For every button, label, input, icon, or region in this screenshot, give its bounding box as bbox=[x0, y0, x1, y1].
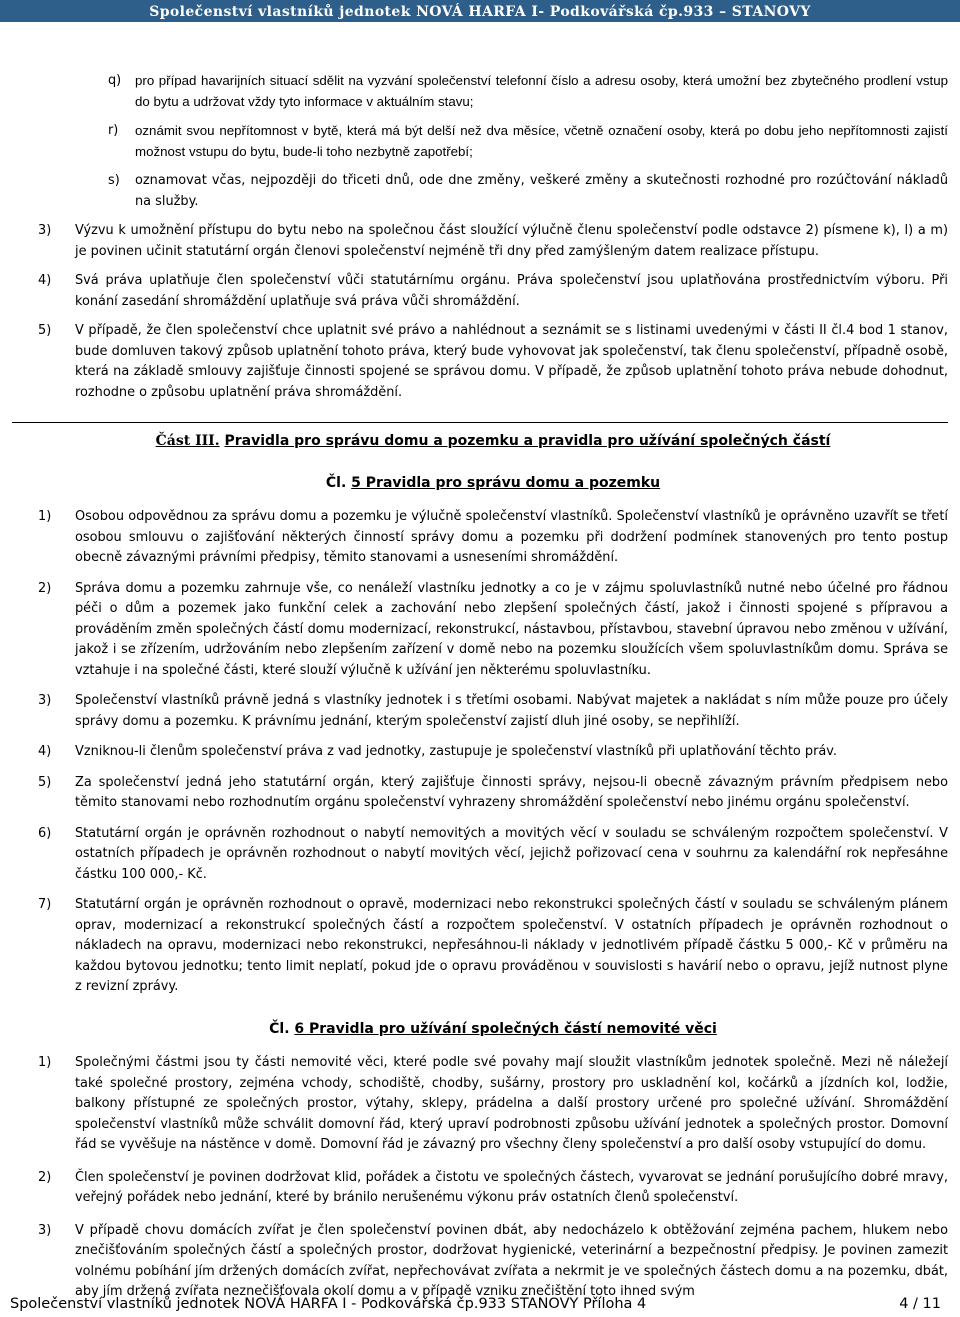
item-text: Vzniknou-li členům společenství práva z vad jednotky, zastupuje je společenství vlastníků při uplatňování těchto práv. bbox=[75, 744, 837, 759]
footer-text: Společenství vlastníků jednotek NOVÁ HARFA I - Podkovářská čp.933 STANOVY Příloha 4 bbox=[10, 1296, 647, 1312]
sec5-item-3 bbox=[38, 691, 948, 732]
item-text: pro případ havarijních situací sdělit na vyzvání společenství telefonní číslo a adresu osoby, která umožní bez zbytečného prodlení vstup do bytu a udržovat vždy tyto informace v aktuálním stavu; bbox=[135, 73, 948, 109]
item-label: q) bbox=[108, 73, 122, 88]
sec6-item-2 bbox=[38, 1168, 948, 1209]
page-header: Společenství vlastníků jednotek NOVÁ HARFA I- Podkovářská čp.933 – STANOVY bbox=[0, 0, 960, 22]
document-body bbox=[38, 71, 948, 1303]
item-label: 1) bbox=[38, 509, 52, 524]
item-text: Statutární orgán je oprávněn rozhodnout o opravě, modernizaci nebo rekonstrukci společných částí v souladu se schváleným plánem oprav, modernizací a rekonstrukcí společných částí a rozpočtem společenství. V ostatních případech je oprávněn rozhodnout o nákladech na opravu, modernizaci nebo rekonstrukci, nepřesáhnou-li náklady v jednotlivém případě částku 5 000,- Kč v průměru na každou bytovou jednotku; tento limit neplatí, pokud jde o opravu prováděnou v souvislosti s havárií nebo o opravu, jejíž nutnost plyne z revizní zprávy. bbox=[75, 897, 948, 994]
item-text: oznamovat včas, nejpozději do třiceti dnů, ode dne změny, veškeré změny a skutečnosti rozhodné pro rozúčtování nákladů na služby. bbox=[135, 173, 948, 209]
item-text: V případě chovu domácích zvířat je člen společenství povinen dbát, aby nedocházelo k obtěžování zejména pachem, hlukem nebo znečišťováním společných částí a společných prostor, dodržovat hygienické, veterinární a bezpečnostní předpisy. Je povinen zamezit volnému pobíhání jím držených domácích zvířat, nepřechovávat zvířata a nekrmit je ve společných částech domu a na pozemku, dbát, aby jím držená zvířata neznečišťovala okolí domu a v případě vzniku znečištění toto ihned svým bbox=[75, 1222, 948, 1299]
page-footer bbox=[10, 1296, 941, 1312]
section-divider bbox=[12, 422, 948, 423]
item-text: Člen společenství je povinen dodržovat klid, pořádek a čistotu ve společných částech, vyvarovat se jednání porušujícího dobré mravy, veřejný pořádek nebo jednání, které by bránilo nerušenému výkonu práv ostatních členů společenství. bbox=[75, 1169, 948, 1205]
item-label: 5) bbox=[38, 323, 52, 338]
item-label: s) bbox=[108, 173, 120, 188]
list-item-s bbox=[38, 171, 948, 212]
sec5-item-2 bbox=[38, 579, 948, 682]
item-label: 3) bbox=[38, 693, 52, 708]
paragraph-4 bbox=[38, 271, 948, 312]
item-label: 6) bbox=[38, 825, 52, 841]
item-text: Správa domu a pozemku zahrnuje vše, co nenáleží vlastníku jednotky a co je v zájmu spoluvlastníků nutné nebo účelné pro řádnou péči o dům a pozemek jako funkční celek a zachování nebo zlepšení společných částí, jakož i činnosti spojené s přípravou a prováděním změn společných částí domu modernizací, rekonstrukcí, nástavbou, přístavbou, stavební úpravou nebo změnou v užívání, jakož i se zřízením, udržováním nebo zlepšením zařízení v domě nebo na pozemku sloužících všem spoluvlastníkům domu. Správa se vztahuje i na společné části, které slouží výlučně k užívání jen některému spoluvlastníku. bbox=[75, 580, 948, 678]
sec6-item-1 bbox=[38, 1053, 948, 1156]
sec6-item-3 bbox=[38, 1221, 948, 1303]
item-label: 5) bbox=[38, 774, 52, 790]
item-label: 3) bbox=[38, 1222, 52, 1238]
item-text: Výzvu k umožnění přístupu do bytu nebo na společnou část sloužící výlučně členu společenství podle odstavce 2) písmene k), l) a m) je povinen učinit statutární orgán členovi společenství nejméně tři dny před zamýšleným datem realizace přístupu. bbox=[75, 223, 948, 259]
item-label: 4) bbox=[38, 744, 52, 759]
part-heading bbox=[38, 431, 948, 452]
item-text: oznámit svou nepřítomnost v bytě, která má být delší než dva měsíce, včetně označení osoby, která po dobu jeho nepřítomnosti zajistí možnost vstupu do bytu, bude-li toho nezbytně zapotřebí; bbox=[135, 123, 948, 159]
sec5-item-4 bbox=[38, 742, 948, 763]
sec5-item-1 bbox=[38, 507, 948, 569]
section-5-heading bbox=[38, 473, 948, 494]
item-label: 7) bbox=[38, 897, 52, 912]
list-item-q bbox=[38, 71, 948, 112]
section-label: Čl. bbox=[269, 1020, 290, 1037]
item-text: Statutární orgán je oprávněn rozhodnout o nabytí nemovitých a movitých věcí v souladu se schváleným rozpočtem společenství. V ostatních případech je oprávněn rozhodnout o nabytí movitých věcí, jejichž pořizovací cena v souhrnu za kalendářní rok nepřesáhne částku 100 000,- Kč. bbox=[75, 825, 948, 882]
section-label: Čl. bbox=[325, 474, 347, 491]
section-title: 6 Pravidla pro užívání společných částí nemovité věci bbox=[294, 1020, 717, 1037]
sec5-item-7 bbox=[38, 895, 948, 998]
page-number: 4 / 11 bbox=[899, 1296, 941, 1312]
paragraph-5 bbox=[38, 321, 948, 403]
sec5-item-6 bbox=[38, 824, 948, 886]
item-text: Osobou odpovědnou za správu domu a pozemku je výlučně společenství vlastníků. Společenství vlastníků je oprávněno uzavřít se třetí osobou smlouvu o zajišťování některých činností správy domu a pozemku při dodržení podmínek stanovených pro tento postup obecně závaznými právními předpisy, těmito stanovami a usneseními shromáždění. bbox=[75, 509, 948, 565]
item-label: 2) bbox=[38, 1169, 52, 1185]
item-label: 4) bbox=[38, 273, 52, 288]
item-label: r) bbox=[108, 123, 119, 138]
part-label: Část III. bbox=[155, 433, 220, 449]
list-item-r bbox=[38, 121, 948, 162]
item-text: Společnými částmi jsou ty části nemovité věci, které podle své povahy mají sloužit vlastníkům jednotek společně. Mezi ně náležejí také společné prostory, zejména vchody, schodiště, chodby, sušárny, prostory pro uskladnění kol, kočárků a jízdních kol, lodžie, balkony přístupné ze společných prostor, výtahy, sklepy, prádelna a další prostory určené pro společné užívání. Shromáždění společenství vlastníků může schválit domovní řád, který upraví podrobnosti způsobu užívání jednotek a společných prostor. Domovní řád se vyvěšuje na nástěnce v domě. Domovní řád je závazný pro všechny členy společenství a pro další osoby vstupující do domu. bbox=[75, 1055, 948, 1152]
item-label: 3) bbox=[38, 223, 52, 238]
section-6-heading bbox=[38, 1019, 948, 1040]
item-text: Za společenství jedná jeho statutární orgán, který zajišťuje činnosti správy, nejsou-li obecně závazným právním předpisem nebo těmito stanovami nebo rozhodnutím orgánu společenství vyhrazeny shromáždění společenství nebo jinému orgánu společenství. bbox=[75, 774, 948, 810]
paragraph-3 bbox=[38, 221, 948, 262]
item-text: Společenství vlastníků právně jedná s vlastníky jednotek i s třetími osobami. Nabývat majetek a nakládat s ním může pouze pro účely správy domu a pozemku. K právnímu jednání, kterým společenství zajistí dluh jiné osoby, se nepřihlíží. bbox=[75, 693, 948, 729]
item-text: V případě, že člen společenství chce uplatnit své právo a nahlédnout a seznámit se s listinami uvedenými v části II čl.4 bod 1 stanov, bude domluven takový způsob uplatnění tohoto práva, který bude vyhovovat jak společenství, tak členu společenství, případně osobě, která na základě smlouvy zajišťuje činnosti spojené se správou domu. V případě, že způsob uplatnění tohoto práva nebude dohodnut, rozhodne o způsobu uplatnění práva shromáždění. bbox=[75, 323, 948, 400]
item-label: 2) bbox=[38, 580, 52, 596]
item-text: Svá práva uplatňuje člen společenství vůči statutárnímu orgánu. Práva společenství jsou uplatňována prostřednictvím výboru. Při konání zasedání shromáždění uplatňuje svá práva vůči shromáždění. bbox=[75, 273, 948, 309]
sec5-item-5 bbox=[38, 773, 948, 814]
section-title: 5 Pravidla pro správu domu a pozemku bbox=[351, 474, 661, 491]
part-title: Pravidla pro správu domu a pozemku a pravidla pro užívání společných částí bbox=[224, 433, 831, 449]
item-label: 1) bbox=[38, 1055, 52, 1070]
